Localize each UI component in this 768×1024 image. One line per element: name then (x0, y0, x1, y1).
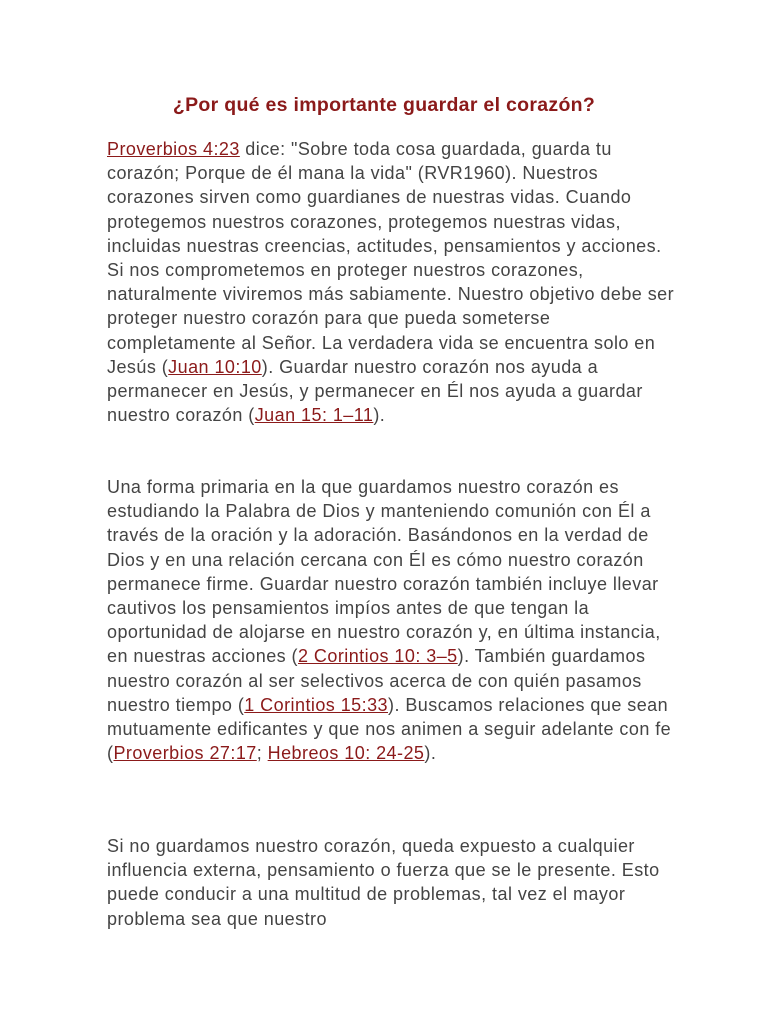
paragraph-2-text-e: ). (424, 743, 437, 764)
link-proverbios-27-17[interactable]: Proverbios 27:17 (113, 743, 257, 764)
paragraph-2-text-a: Una forma primaria en la que guardamos nuestro corazón es estudiando la Palabra de Dios y manteniendo comunión con Él a través de la oración y la adoración. Basándonos en la verdad de Dios y en una relación cercana con Él es cómo nuestro corazón permanece firme. Guardar nuestro corazón también incluye llevar cautivos los pensamientos impíos antes de que tengan la oportunidad de alojarse en nuestro corazón y, en última instancia, en nuestras acciones ( (107, 477, 661, 667)
paragraph-2-text-c: ). Buscamos relaciones que sean mutuamente edificantes y que nos animen a seguir adelante con fe ( (107, 694, 672, 764)
paragraph-2-text-d: ; (256, 743, 268, 764)
paragraph-2 (107, 475, 677, 765)
link-1-corintios-15-33[interactable]: 1 Corintios 15:33 (244, 694, 388, 715)
paragraph-1-text-a: dice: "Sobre toda cosa guardada, guarda tu corazón; Porque de él mana la vida" (RVR1960). Nuestros corazones sirven como guardianes de nuestras vidas. Cuando protegemos nuestros corazones, protegemos nuestras vidas, incluidas nuestras creencias, actitudes, pensamientos y acciones. Si nos comprometemos en proteger nuestros corazones, naturalmente viviremos más sabiamente. Nuestro objetivo debe ser proteger nuestro corazón para que pueda someterse completamente al Señor. La verdadera vida se encuentra solo en Jesús ( (107, 139, 675, 377)
paragraph-1-text-c: ). (373, 405, 386, 426)
paragraph-3 (107, 834, 677, 931)
paragraph-1-text-b: ). Guardar nuestro corazón nos ayuda a permanecer en Jesús, y permanecer en Él nos ayuda a guardar nuestro corazón ( (107, 356, 643, 426)
paragraph-3-text: Si no guardamos nuestro corazón, queda expuesto a cualquier influencia externa, pensamiento o fuerza que se le presente. Esto puede conducir a una multitud de problemas, tal vez el mayor problema sea que nuestro (107, 836, 660, 929)
link-juan-15-1-11[interactable]: Juan 15: 1–11 (254, 405, 374, 426)
link-hebreos-10-24-25[interactable]: Hebreos 10: 24-25 (267, 743, 425, 764)
paragraph-2-text-b: ). También guardamos nuestro corazón al ser selectivos acerca de con quién pasamos nuestro tiempo ( (107, 646, 646, 715)
link-proverbios-4-23[interactable]: Proverbios 4:23 (107, 139, 240, 159)
paragraph-1 (107, 137, 677, 427)
link-2-corintios-10-3-5[interactable]: 2 Corintios 10: 3–5 (298, 646, 458, 667)
article-title: ¿Por qué es importante guardar el corazón? (172, 94, 596, 116)
link-juan-10-10[interactable]: Juan 10:10 (168, 356, 262, 377)
